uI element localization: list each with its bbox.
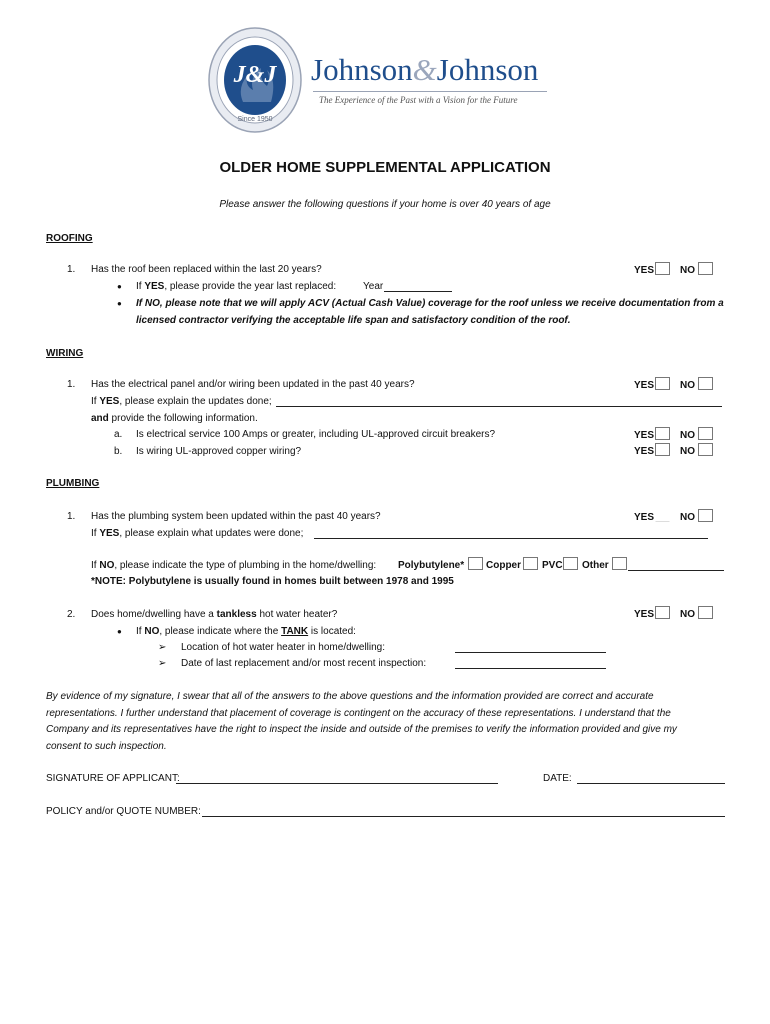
wiring-b-number: b. bbox=[114, 446, 123, 457]
date-label: DATE: bbox=[543, 773, 572, 784]
wiring-q1-no-checkbox[interactable] bbox=[698, 377, 713, 390]
plumbing-option-other: Other bbox=[582, 560, 609, 571]
plumbing-updates-field[interactable] bbox=[314, 538, 708, 539]
logo-tagline: The Experience of the Past with a Vision for the Future bbox=[319, 95, 518, 105]
wiring-if-yes: YES bbox=[99, 396, 120, 407]
wiring-b-no-label: NO bbox=[680, 446, 695, 457]
heater-location-label: Location of hot water heater in home/dwelling: bbox=[181, 642, 386, 653]
wiring-a-no-label: NO bbox=[680, 430, 695, 441]
plumbing-no-text: , please indicate the type of plumbing in the home/dwelling: bbox=[114, 560, 377, 571]
plumbing-q2b-end: is located: bbox=[310, 626, 356, 637]
wiring-and: and bbox=[91, 413, 109, 424]
plumbing-q2-yes-label: YES bbox=[634, 609, 655, 620]
plumbing-if-yes: YES bbox=[99, 528, 120, 539]
plumbing-q1-number: 1. bbox=[67, 511, 76, 522]
bullet-icon: ● bbox=[117, 627, 122, 636]
plumbing-q1-no-checkbox[interactable] bbox=[698, 509, 713, 522]
roofing-b1-text: , please provide the year last replaced: bbox=[164, 281, 337, 292]
heater-location-field[interactable] bbox=[455, 652, 606, 653]
plumbing-q1-no-label: NO bbox=[680, 512, 695, 523]
roofing-year-field[interactable] bbox=[384, 291, 452, 292]
plumbing-option-polybutylene: Polybutylene* bbox=[398, 560, 465, 571]
wiring-q1-number: 1. bbox=[67, 379, 76, 390]
roofing-q1-no-label: NO bbox=[680, 265, 695, 276]
wiring-heading: WIRING bbox=[46, 348, 84, 359]
bullet-icon: ● bbox=[117, 299, 122, 308]
declaration-line-4: consent to such inspection. bbox=[46, 741, 167, 752]
plumbing-q2-pre: Does home/dwelling have a bbox=[91, 609, 214, 620]
bullet-icon: ● bbox=[117, 282, 122, 291]
logo-name-left: Johnson bbox=[311, 52, 413, 87]
wiring-a-yes-label: YES bbox=[634, 430, 655, 441]
wiring-a-no-checkbox[interactable] bbox=[698, 427, 713, 440]
declaration-line-3: Company and its representatives have the right to inspect the inside and outside of the premises to verify the information provided and give my bbox=[46, 724, 677, 735]
plumbing-q2b-tank: TANK bbox=[281, 626, 309, 637]
plumbing-q2-number: 2. bbox=[67, 609, 76, 620]
roofing-acv-note-line1: If NO, please note that we will apply ACV (Actual Cash Value) coverage for the roof unless we receive documentation from a bbox=[136, 298, 724, 309]
heater-date-field[interactable] bbox=[455, 668, 606, 669]
logo-monogram: J&J bbox=[233, 62, 277, 88]
heater-date-label: Date of last replacement and/or most recent inspection: bbox=[181, 658, 427, 669]
declaration-line-1: By evidence of my signature, I swear that all of the answers to the above questions and the information provided are correct and accurate bbox=[46, 691, 654, 702]
roofing-heading: ROOFING bbox=[46, 233, 93, 244]
policy-field[interactable] bbox=[202, 816, 725, 817]
roofing-q1-no-checkbox[interactable] bbox=[698, 262, 713, 275]
plumbing-heading: PLUMBING bbox=[46, 478, 100, 489]
plumbing-q2-no-label: NO bbox=[680, 609, 695, 620]
wiring-q1-text: Has the electrical panel and/or wiring been updated in the past 40 years? bbox=[91, 379, 415, 390]
wiring-b-no-checkbox[interactable] bbox=[698, 443, 713, 456]
arrow-bullet-icon: ➢ bbox=[158, 642, 167, 653]
plumbing-q2-tankless: tankless bbox=[216, 609, 257, 620]
plumbing-q2b-no: NO bbox=[144, 626, 160, 637]
logo-name-amp: & bbox=[412, 52, 437, 87]
polybutylene-checkbox[interactable] bbox=[468, 557, 483, 570]
roofing-b1-if: If bbox=[136, 281, 142, 292]
wiring-and-text: provide the following information. bbox=[108, 413, 258, 424]
arrow-bullet-icon: ➢ bbox=[158, 658, 167, 669]
other-specify-field[interactable] bbox=[628, 570, 724, 571]
wiring-a-yes-checkbox[interactable] bbox=[655, 427, 670, 440]
wiring-b-yes-checkbox[interactable] bbox=[655, 443, 670, 456]
logo-since: Since 1950 bbox=[237, 116, 273, 123]
plumbing-q1-yes-label: YES bbox=[634, 512, 655, 523]
logo-name-right: Johnson bbox=[436, 52, 539, 87]
roofing-q1-yes-checkbox[interactable] bbox=[655, 262, 670, 275]
wiring-q1-yes-label: YES bbox=[634, 380, 655, 391]
page-title: OLDER HOME SUPPLEMENTAL APPLICATION bbox=[219, 159, 551, 176]
roofing-q1-text: Has the roof been replaced within the last 20 years? bbox=[91, 264, 322, 275]
company-logo bbox=[205, 24, 565, 136]
signature-label: SIGNATURE OF APPLICANT: bbox=[46, 773, 180, 784]
other-checkbox[interactable] bbox=[612, 557, 627, 570]
plumbing-q2-no-checkbox[interactable] bbox=[698, 606, 713, 619]
plumbing-q2-yes-checkbox[interactable] bbox=[655, 606, 670, 619]
wiring-a-number: a. bbox=[114, 429, 123, 440]
plumbing-q2-post: hot water heater? bbox=[259, 609, 338, 620]
roofing-b1-yes: YES bbox=[144, 281, 165, 292]
roofing-year-label: Year bbox=[363, 281, 384, 292]
intro-text: Please answer the following questions if your home is over 40 years of age bbox=[219, 199, 551, 210]
plumbing-if: If bbox=[91, 528, 97, 539]
roofing-q1-number: 1. bbox=[67, 264, 76, 275]
plumbing-option-pvc: PVC bbox=[542, 560, 563, 571]
signature-field[interactable] bbox=[176, 783, 498, 784]
wiring-updates-field[interactable] bbox=[276, 406, 722, 407]
plumbing-option-copper: Copper bbox=[486, 560, 521, 571]
policy-label: POLICY and/or QUOTE NUMBER: bbox=[46, 806, 201, 817]
wiring-b-text: Is wiring UL-approved copper wiring? bbox=[136, 446, 302, 457]
plumbing-no-if: If bbox=[91, 560, 97, 571]
copper-checkbox[interactable] bbox=[523, 557, 538, 570]
declaration-line-2: representations. I further understand that placement of coverage is contingent on the accuracy of these representations. I understand that the bbox=[46, 708, 671, 719]
wiring-if-text: , please explain the updates done; bbox=[119, 396, 272, 407]
plumbing-if-text: , please explain what updates were done; bbox=[119, 528, 304, 539]
wiring-q1-yes-checkbox[interactable] bbox=[655, 377, 670, 390]
wiring-a-text: Is electrical service 100 Amps or greater, including UL-approved circuit breakers? bbox=[136, 429, 496, 440]
wiring-b-yes-label: YES bbox=[634, 446, 655, 457]
plumbing-q2b-if: If bbox=[136, 626, 142, 637]
date-field[interactable] bbox=[577, 783, 725, 784]
plumbing-q1-yes-checkbox[interactable] bbox=[655, 509, 670, 522]
plumbing-no-bold: NO bbox=[99, 560, 115, 571]
wiring-q1-no-label: NO bbox=[680, 380, 695, 391]
roofing-q1-yes-label: YES bbox=[634, 265, 655, 276]
plumbing-q1-text: Has the plumbing system been updated within the past 40 years? bbox=[91, 511, 381, 522]
polybutylene-note: *NOTE: Polybutylene is usually found in homes built between 1978 and 1995 bbox=[91, 576, 454, 587]
pvc-checkbox[interactable] bbox=[563, 557, 578, 570]
wiring-if: If bbox=[91, 396, 97, 407]
plumbing-q2b-mid: , please indicate where the bbox=[159, 626, 279, 637]
roofing-acv-note-line2: licensed contractor verifying the acceptable life span and satisfactory condition of the roof. bbox=[136, 315, 571, 326]
